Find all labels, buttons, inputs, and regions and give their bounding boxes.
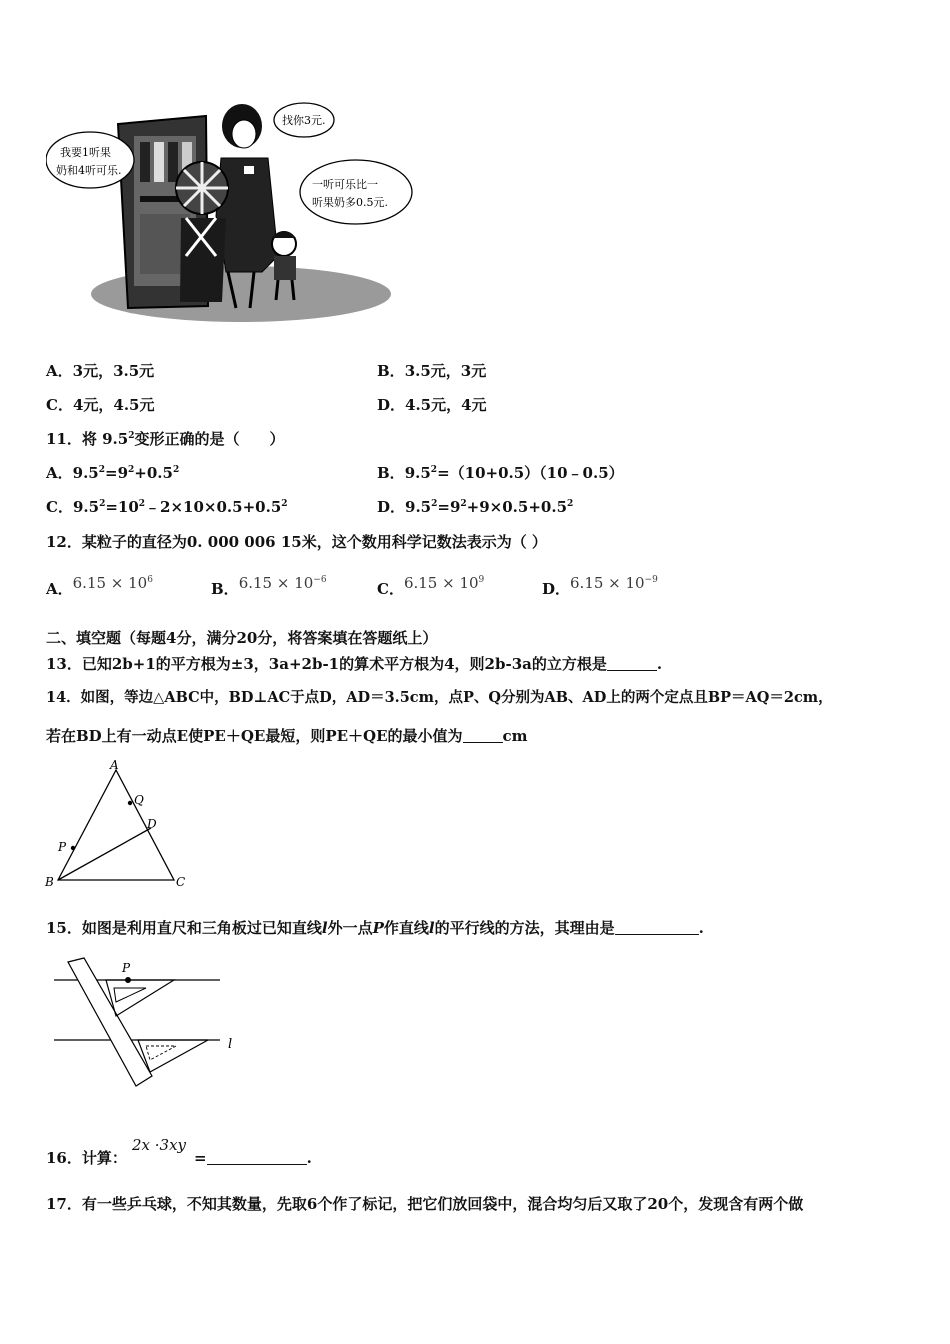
q17-text: 17．有一些乒乓球，不知其数量，先取6个作了标记，把它们放回袋中，混合均匀后又取了20个，发现含有两个做 [46,1195,804,1213]
q10-option-b[interactable] [377,361,486,381]
speech-bubble-left [46,132,134,188]
label-line-l: l [228,1037,233,1052]
q10-option-d-text: 4.5元，4元 [405,396,487,414]
ruler-triangle-figure [46,956,246,1096]
q11-stem: 11．将 $9.5^2$变形正确的是（ ） [46,430,285,448]
q11-option-a[interactable]: A．$9.5^2=9^2+0.5^2$ [46,464,180,482]
label-p: P [58,840,67,854]
shop-cartoon-figure [46,96,416,328]
speech-bubble-right [300,160,412,224]
bubble-left-line2: 奶和4听可乐. [56,164,122,177]
q11-option-c[interactable]: C．$9.5^2=10^2﹣2\times 10\times 0.5+0.5^2$ [46,498,288,516]
label-b: B [45,875,54,889]
q12-stem: 12．某粒子的直径为0. 000 006 15米，这个数用科学记数法表示为（ ） [46,533,547,551]
label-a: A [110,758,119,772]
label-c: C [176,875,186,889]
q10-option-c[interactable] [46,395,155,415]
q16-answer: = . [194,1149,312,1167]
q16-label: 16．计算： [46,1149,127,1167]
q10-option-a[interactable] [46,361,154,381]
triangle-abc-figure [40,758,200,894]
bubble-left-line1: 我要1听果 [60,146,111,159]
q11-option-d[interactable]: D．$9.5^2=9^2+9\times 0.5+0.5^2$ [377,498,574,516]
q14-answer-blank[interactable] [463,728,503,743]
q10-option-a-label: A． [46,362,73,380]
q12-option-b[interactable]: B．$6.15 \times 10^{-6}$ [211,574,327,598]
bubble-right-line1: 一听可乐比一 [312,178,378,191]
q16-answer-blank[interactable] [207,1150,307,1165]
q12-option-a[interactable]: A．$6.15 \times 10^6$ [46,574,153,598]
q15-text: 15．如图是利用直尺和三角板过已知直线l外一点P作直线l的平行线的方法，其理由是 . [46,919,704,937]
q10-option-d[interactable] [377,395,487,415]
bubble-right-line2: 听果奶多0.5元. [312,196,388,209]
q10-option-b-text: 3.5元，3元 [404,362,487,380]
q10-option-a-text: 3元，3.5元 [72,362,155,380]
q14-line1: 14．如图，等边△ABC中，BD⊥AC于点D，AD＝3.5cm，点P、Q分别为AB、AD上的两个定点且BP＝AQ＝2cm， [46,689,833,706]
q11-option-b[interactable]: B．$9.5^2=(10+0.5)(10﹣0.5)$ [377,464,624,482]
label-d: D [147,817,157,831]
q15-answer-blank[interactable] [615,920,699,935]
q16-expression: 2x ·3xy [132,1136,187,1154]
section-2-heading: 二、填空题（每题4分，满分20分，将答案填在答题纸上） [46,629,438,647]
q10-option-c-label: C． [46,396,73,414]
label-p-point: P [122,961,131,975]
q13-text: 13．已知2b+1的平方根为±3，3a+2b-1的算术平方根为4，则2b-3a的立方根是 . [46,655,663,673]
q14-line2: 若在BD上有一动点E使PE＋QE最短，则PE＋QE的最小值为 cm [46,727,528,745]
q10-option-d-label: D． [377,396,406,414]
q12-option-d[interactable]: D．$6.15 \times 10^{-9}$ [542,574,658,598]
girl-figure [176,162,228,302]
q12-option-c[interactable]: C．$6.15 \times 10^9$ [377,574,485,598]
label-q: Q [134,793,144,807]
bubble-top-text: 找你3元. [282,114,326,127]
q13-answer-blank[interactable] [607,656,657,671]
q10-option-b-label: B． [377,362,405,380]
q10-option-c-text: 4元，4.5元 [72,396,155,414]
